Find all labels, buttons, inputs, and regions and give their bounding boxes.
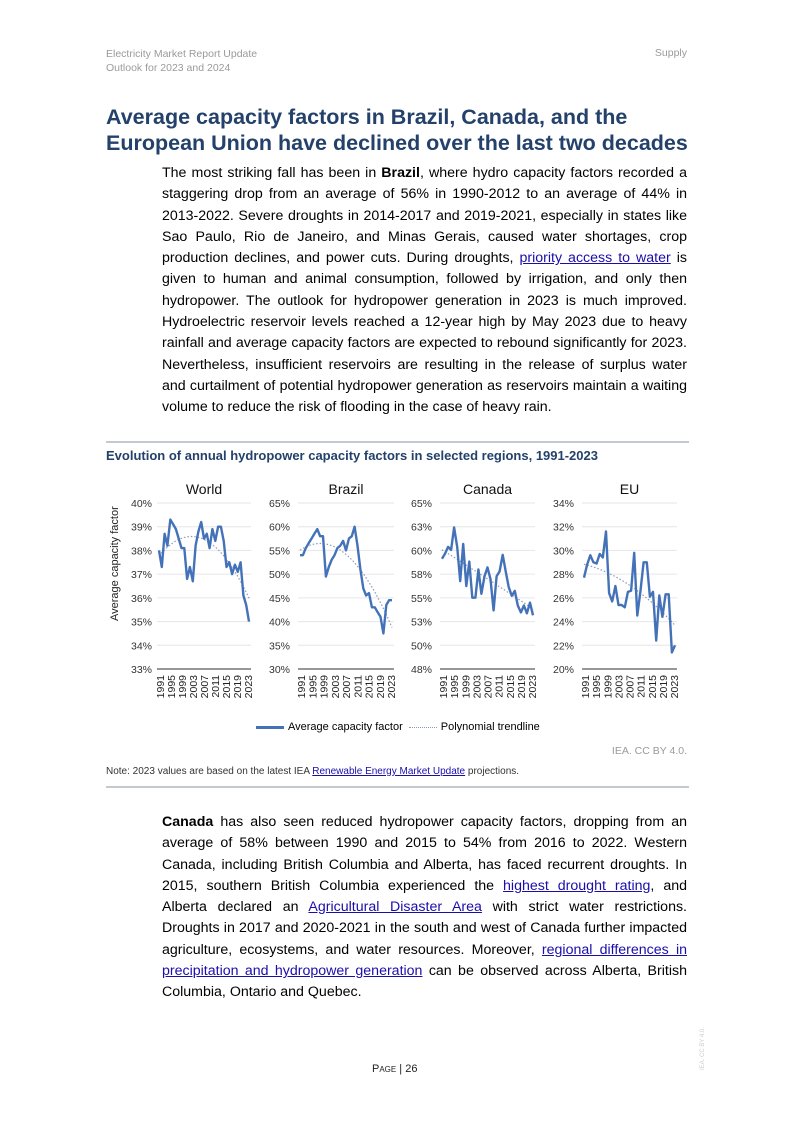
x-tick-label: 2011: [493, 675, 506, 698]
x-tick-label: 2011: [352, 675, 365, 698]
y-tick-label: 30%: [552, 545, 574, 558]
legend-dotted-line-icon: [409, 727, 437, 728]
link-agricultural-disaster-area[interactable]: Agricultural Disaster Area: [308, 899, 482, 916]
chart-brazil: [269, 481, 398, 698]
x-tick-label: 1995: [166, 675, 178, 699]
figure-bottom-rule: [106, 786, 689, 788]
report-subtitle: Outlook for 2023 and 2024: [106, 62, 231, 74]
x-tick-label: 2003: [188, 675, 200, 699]
y-tick-label: 63%: [410, 521, 432, 534]
x-tick-label: 2003: [329, 675, 342, 699]
x-tick-label: 1991: [296, 675, 308, 699]
x-tick-label: 2019: [515, 675, 528, 699]
x-tick-label: 1991: [155, 675, 167, 699]
y-tick-label: 36%: [130, 592, 152, 605]
x-tick-label: 2011: [635, 675, 648, 698]
y-tick-label: 65%: [410, 498, 432, 510]
page-footer: Page | 26: [372, 1063, 418, 1075]
x-tick-label: 2011: [210, 675, 222, 698]
y-tick-label: 50%: [410, 640, 432, 653]
legend-line-icon: [256, 726, 284, 729]
paragraph-brazil: The most striking fall has been in Brazil, where hydro capacity factors recorded a staggering drop from an average of 56% in 1990-2012 to an average of 44% in 2013-2022. Severe droughts in 2014-2017 and 2019-2021, especially in states like Sao Paulo, Rio de Janeiro, and Minas Gerais, caused water shortages, crop production declines, and power cuts. During droughts, priority access to water is given to human and animal consumption, followed by irrigation, and only then hydropower. The outlook for hydropower generation in 2023 is much improved. Hydroelectric reservoir levels reached a 12-year high by May 2023 due to heavy rainfall and average capacity factors are expected to rebound significantly for 2023. Nevertheless, insufficient reservoirs are resulting in the release of surplus water and curtailment of potential hydropower generation as reservoirs maintain a waiting volume to reduce the risk of flooding in the case of heavy rain.: [162, 165, 687, 416]
y-tick-label: 53%: [410, 616, 432, 629]
y-tick-label: 48%: [410, 664, 432, 676]
x-tick-label: 2023: [243, 675, 255, 699]
x-tick-label: 2007: [341, 675, 353, 699]
series-line: [584, 532, 675, 653]
y-tick-label: 20%: [552, 664, 574, 676]
y-tick-label: 40%: [130, 498, 152, 510]
trendline: [442, 550, 533, 609]
y-tick-label: 45%: [268, 592, 290, 605]
figure-note: Note: 2023 values are based on the latest IEA Renewable Energy Market Update projections.: [106, 766, 520, 777]
chart-title: Brazil: [328, 481, 364, 497]
x-tick-label: 2019: [657, 675, 670, 699]
side-credit: IEA. CC BY 4.0.: [700, 1027, 706, 1070]
page-number: 26: [405, 1063, 418, 1075]
x-tick-label: 2003: [471, 675, 484, 699]
y-axis-title: Average capacity factor: [109, 506, 121, 621]
y-tick-label: 32%: [552, 521, 574, 534]
figure-top-rule: [106, 441, 689, 443]
x-tick-label: 2003: [613, 675, 626, 699]
link-highest-drought-rating[interactable]: highest drought rating: [503, 877, 651, 894]
y-tick-label: 60%: [410, 545, 432, 558]
x-tick-label: 2015: [646, 675, 659, 699]
report-title: Electricity Market Report Update: [106, 48, 258, 60]
x-tick-label: 1999: [318, 675, 331, 699]
y-tick-label: 33%: [130, 664, 152, 676]
chart-canada: [411, 481, 539, 698]
x-tick-label: 2023: [669, 675, 681, 699]
chart-title: Canada: [462, 481, 513, 497]
y-tick-label: 58%: [410, 569, 432, 582]
y-tick-label: 39%: [130, 521, 152, 534]
x-tick-label: 2007: [624, 675, 637, 699]
x-tick-label: 2015: [504, 675, 517, 699]
page-label: Page: [372, 1063, 397, 1075]
figure-title: Evolution of annual hydropower capacity factors in selected regions, 1991-2023: [106, 448, 598, 463]
series-line: [300, 527, 392, 634]
chart-panel: [100, 475, 700, 725]
y-tick-label: 50%: [268, 569, 290, 582]
link-renewable-energy-market-update[interactable]: Renewable Energy Market Update: [312, 766, 466, 777]
y-tick-label: 38%: [130, 545, 152, 558]
y-tick-label: 30%: [268, 664, 290, 676]
series-line: [442, 527, 533, 615]
x-tick-label: 2023: [527, 675, 539, 699]
chart-world: [131, 481, 255, 698]
x-tick-label: 1995: [307, 675, 320, 699]
x-tick-label: 1991: [580, 675, 592, 699]
x-tick-label: 2015: [363, 675, 376, 699]
page-title: Average capacity factors in Brazil, Canada, and the European Union have declined over the last two decades: [106, 105, 688, 155]
y-tick-label: 34%: [130, 640, 152, 653]
x-tick-label: 2019: [232, 675, 244, 699]
bold-canada: Canada: [162, 814, 214, 830]
y-tick-label: 24%: [552, 616, 574, 629]
x-tick-label: 2007: [482, 675, 495, 699]
y-tick-label: 65%: [268, 498, 290, 510]
x-tick-label: 1995: [591, 675, 604, 699]
y-tick-label: 35%: [268, 640, 290, 653]
y-tick-label: 55%: [410, 592, 432, 605]
x-tick-label: 1999: [602, 675, 615, 699]
legend-trend-label: Polynomial trendline: [440, 721, 540, 733]
y-tick-label: 40%: [268, 616, 290, 629]
y-tick-label: 55%: [268, 545, 290, 558]
figure-credit: IEA. CC BY 4.0.: [611, 745, 687, 757]
x-tick-label: 2015: [221, 675, 233, 699]
link-regional-differences[interactable]: regional differences in precipitation and hydropower generation: [162, 941, 687, 980]
y-tick-label: 26%: [552, 592, 574, 605]
y-tick-label: 60%: [268, 521, 290, 534]
chart-title: World: [185, 481, 223, 497]
x-tick-label: 1999: [177, 675, 189, 699]
link-priority-access-to-water[interactable]: priority access to water: [519, 250, 671, 267]
x-tick-label: 2019: [374, 675, 387, 699]
y-tick-label: 37%: [130, 569, 152, 582]
running-header: [106, 47, 257, 75]
y-tick-label: 28%: [552, 569, 574, 582]
section-label: Supply: [654, 47, 687, 59]
x-tick-label: 2023: [386, 675, 398, 699]
series-line: [159, 520, 249, 622]
paragraph-canada: Canada has also seen reduced hydropower capacity factors, dropping from an average of 58% between 1990 and 2015 to 54% from 2016 to 2022. Western Canada, including British Columbia and Alberta, has faced recurrent droughts. In 2015, southern British Columbia experienced the highest drought rating, and Alberta declared an Agricultural Disaster Area with strict water restrictions. Droughts in 2017 and 2020-2021 in the south and west of Canada further impacted agriculture, ecosystems, and water resources. Moreover, regional differences in precipitation and hydropower generation can be observed across Alberta, British Columbia, Ontario and Quebec.: [162, 814, 687, 1001]
y-tick-label: 35%: [130, 616, 152, 629]
x-tick-label: 2007: [199, 675, 211, 699]
legend-series-label: Average capacity factor: [288, 721, 403, 733]
x-tick-label: 1991: [438, 675, 450, 699]
bold-brazil: Brazil: [381, 165, 420, 181]
chart-title: EU: [619, 481, 640, 497]
chart-legend: [256, 721, 540, 733]
chart-eu: [553, 481, 681, 698]
y-tick-label: 34%: [552, 498, 574, 510]
x-tick-label: 1995: [449, 675, 462, 699]
x-tick-label: 1999: [460, 675, 473, 699]
y-tick-label: 22%: [552, 640, 574, 653]
